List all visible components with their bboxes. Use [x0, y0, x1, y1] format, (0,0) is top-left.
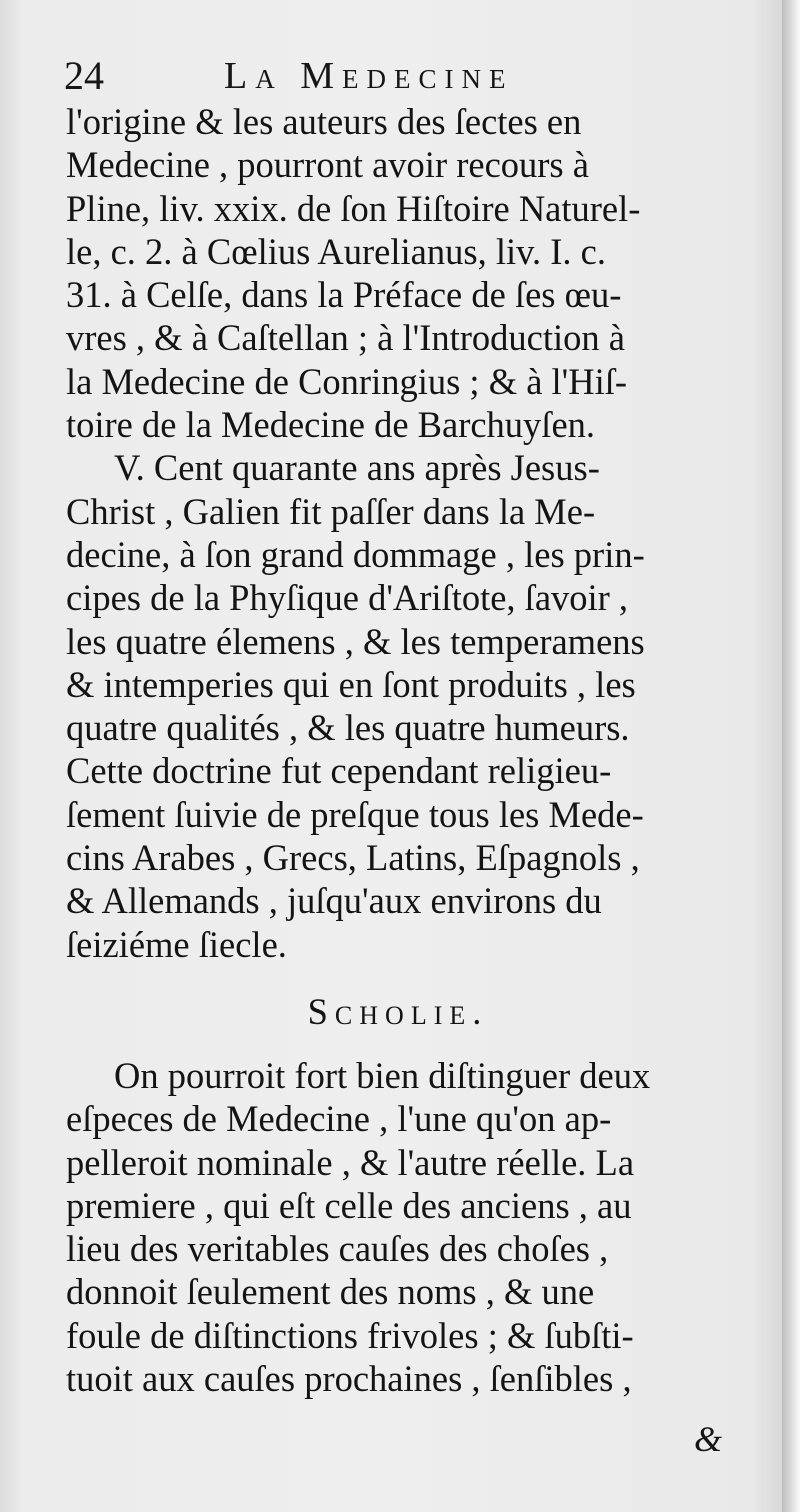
text-line: la Medecine de Conringius ; & à l'Hiſ-: [66, 360, 628, 402]
text-line: decine, à ſon grand dommage , les prin-: [66, 533, 645, 575]
text-line: quatre qualités , & les quatre humeurs.: [66, 707, 630, 749]
text-line: l'origine & les auteurs des ſectes en: [66, 101, 582, 142]
text-line: premiere , qui eſt celle des anciens , au: [66, 1184, 632, 1226]
text-line: pelleroit nominale , & l'autre réelle. La: [66, 1141, 635, 1183]
running-head: [64, 46, 744, 102]
text-line: cins Arabes , Grecs, Latins, Eſpagnols ,: [66, 837, 640, 879]
text-line: les quatre élemens , & les temperamens: [66, 620, 645, 662]
text-line: donnoit ſeulement des noms , & une: [66, 1271, 595, 1313]
text-line: ſement ſuivie de preſque tous les Mede-: [66, 793, 644, 835]
text-line: toire de la Medecine de Barchuyſen.: [66, 404, 596, 446]
text-line: le, c. 2. à Cœlius Aurelianus, liv. I. c.: [66, 230, 606, 272]
text-line: Medecine , pourront avoir recours à: [66, 144, 589, 186]
page-text: [66, 100, 730, 1400]
text-line: vres , & à Caſtellan ; à l'Introduction à: [66, 317, 625, 359]
text-line: Cette doctrine fut cependant religieu-: [66, 750, 612, 792]
text-line: Pline, liv. xxix. de ſon Hiſtoire Naturel-: [66, 187, 641, 229]
section-heading: Scholie.: [307, 990, 489, 1032]
paragraph-start-line: On pourroit fort bien diſtinguer deux: [114, 1054, 651, 1096]
text-line: tuoit aux cauſes prochaines , ſenſibles ,: [66, 1358, 632, 1400]
catchword: &: [694, 1419, 723, 1459]
text-line: & intemperies qui en ſont produits , les: [66, 663, 636, 705]
text-line: cipes de la Phyſique d'Ariſtote, ſavoir ,: [66, 577, 629, 619]
text-line: & Allemands , juſqu'aux environs du: [66, 880, 602, 922]
text-line: eſpeces de Medecine , l'une qu'on ap-: [66, 1098, 612, 1140]
text-line: lieu des veritables cauſes des choſes ,: [66, 1228, 609, 1270]
text-line: 31. à Celſe, dans la Préface de ſes œu-: [66, 274, 622, 316]
paragraph-start-line: V. Cent quarante ans après Jesus-: [114, 447, 600, 489]
running-title: La Medecine: [224, 55, 514, 97]
text-line: Christ , Galien fit paſſer dans la Me-: [66, 490, 596, 532]
page-edge: [782, 0, 800, 1512]
text-line: foule de diſtinctions frivoles ; & ſubſti-: [66, 1314, 634, 1356]
page-number: 24: [64, 53, 104, 98]
text-line: ſeiziéme ſiecle.: [66, 923, 287, 965]
